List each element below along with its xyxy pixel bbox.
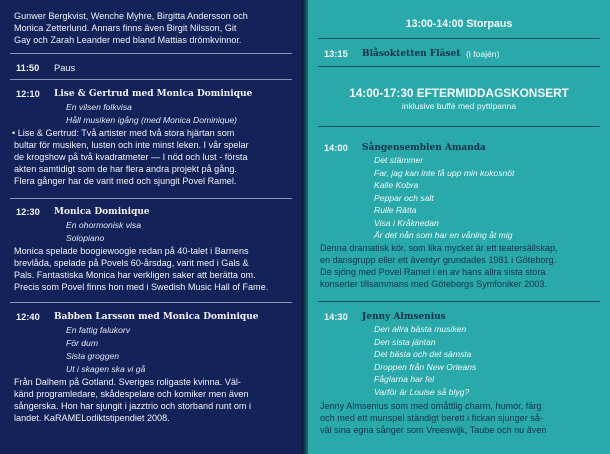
song-title: Den sista jäntan [374,336,436,347]
location-note: (i foajén) [466,49,500,59]
song-title: Peppar och salt [374,192,434,203]
time-label: 11:50 [16,63,40,73]
description-line: akten samtidigt som de har flera andra projekt på gång. [14,164,237,174]
song-title: Visa i Kråknedan [374,217,439,228]
description-line: konserter tillsammans med Göteborgs Symfoniker 2003. [320,279,547,289]
performer-title: Jenny Almsenius [362,312,446,322]
storpaus-heading: 13:00-14:00 Storpaus [405,18,513,30]
divider [318,126,600,127]
song-title: En vilsen folkvisa [66,102,132,112]
time-label: 13:15 [324,49,348,59]
song-title: Är det nån som har en våning åt mig [374,230,513,240]
performer-title: Lise & Gertrud med Monica Dominique [54,89,253,99]
song-title: Kalle Kobra [374,180,419,190]
time-label: 12:30 [16,207,40,217]
divider [10,53,292,54]
performer-title: Sångensemblen Amanda [362,143,486,153]
description-line: • Lise & Gertrud: Två artister med två stora hjärtan som [12,128,235,138]
description-line: bultar för musiken, lusten och inte minst leken. I vår spelar [14,140,249,150]
song-title: En ohormonisk visa [66,220,141,230]
divider [10,302,292,303]
description-line: Pals. Fantastiska Monica har verkligen saker att berätta om. [14,270,256,280]
description-line: en dansgrupp eller ett äventyr grundades 1981 i Göteborg. [320,255,557,265]
description-line: De sjöng med Povel Ramel i en av hans allra sista stora [320,267,546,277]
description-line: landet. KaRAMELodiktstipendiet 2008. [14,413,170,423]
description-line: sångerska. Hon har sjungit i jazztrio och storband runt om i [14,401,252,411]
konsert-subtitle: inklusive buffé med pyttipanna [401,101,517,111]
song-title: Ut i skagen ska vi gå [66,364,146,374]
description-line: och med ett munspel ständigt berett i fickan sjunger så- [320,413,543,423]
song-title: Droppen från New Orleans [374,361,477,372]
description-line: Flera gånger har de varit med och sjungit Povel Ramel. [14,176,237,186]
song-title: Den allra bästa musiken [374,324,467,334]
song-title: Varför är Louise så blyg? [374,386,470,397]
description-line: Monica spelade boogiewoogie redan på 40-talet i Barnens [14,246,249,256]
divider [318,301,600,302]
intro-line: Monica Zetterlund. Annars finns även Birgit Nilsson, Git [14,23,237,33]
song-title: Solopiano [66,233,105,243]
song-title: Rulle Rätta [374,205,417,215]
time-label: 12:40 [16,312,40,322]
intro-line: Gay och Zarah Leander med bland Mattias drömkvinnor. [14,35,242,45]
konsert-heading: 14:00-17:30 EFTERMIDDAGSKONSERT [349,86,569,100]
description-line: brevlåda, spelade på Povels 60-årsdag, varit med i Gals & [14,258,249,268]
divider [318,38,600,39]
song-title: Håll musiken igång (med Monica Dominique) [66,115,237,125]
intro-line: Gunwer Bergkvist, Wenche Myhre, Birgitta Andersson och [14,11,248,21]
description-line: väl sina egna sånger som Vreeswijk, Taube och nu även [320,425,547,435]
divider [10,198,292,199]
description-line: Från Dalhem på Gotland. Sveriges roligaste kvinna. Väl- [14,377,241,387]
performer-title: Monica Dominique [54,207,150,217]
description-line: Jenny Almsenius som med omåttlig charm, humor, färg [320,401,542,411]
song-title: För dum [66,338,98,348]
description-line: känd programledare, skådespelare och komiker men även [14,389,249,399]
paus-label: Paus [54,63,76,73]
left-page [0,0,302,454]
performer-title: Blåsoktetten Fläset [362,49,461,59]
song-title: Sista groggen [66,351,120,361]
song-title: Far, jag kan inte få upp min kokosnöt [374,167,515,178]
song-title: Fåglarna har fel [374,374,435,384]
divider [10,79,292,80]
time-label: 14:00 [324,143,348,153]
song-title: En fattig falukorv [66,325,131,335]
time-label: 12:10 [16,89,40,99]
song-title: Det stämmer [374,155,424,165]
description-line: de krogshow på två kvadratmeter — I nöd och lust - första [14,152,248,162]
divider [318,66,600,67]
performer-title: Babben Larsson med Monica Dominique [54,312,259,322]
description-line: Precis som Povel finns hon med i Swedish Music Hall of Fame. [14,282,269,292]
description-line: Denna dramatisk kör, som lika mycket är ett teatersällskap, [320,243,558,253]
time-label: 14:30 [324,312,348,322]
song-title: Det bästa och det sämsta [374,349,472,359]
right-page [308,0,610,454]
